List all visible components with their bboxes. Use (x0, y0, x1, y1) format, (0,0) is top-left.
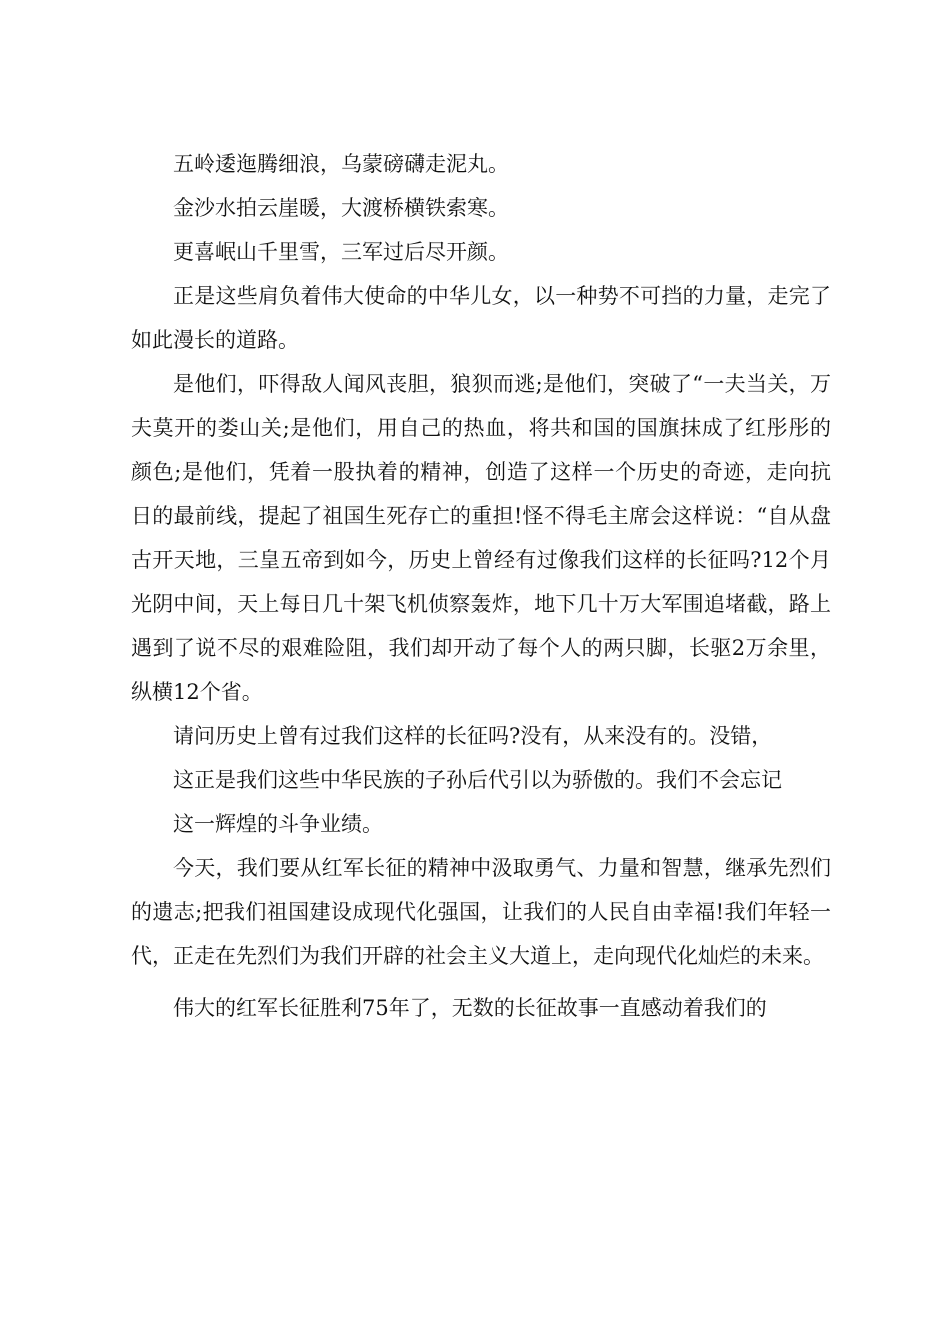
paragraph-achievement: 这一辉煌的斗争业绩。 (173, 812, 383, 836)
paragraph-pride: 这正是我们这些中华民族的子孙后代引以为骄傲的。我们不会忘记 (173, 768, 782, 792)
paragraph-today: 今天，我们要从红军长征的精神中汲取勇气、力量和智慧，继承先烈们的遗志;把我们祖国建设成现代化强国，让我们的人民自由幸福!我们年轻一代，正走在先烈们为我们开辟的社会主义大道上，走向现代化灿烂的未来。 (131, 856, 831, 968)
document-body (131, 142, 831, 1030)
poem-line-1: 五岭逶迤腾细浪，乌蒙磅礴走泥丸。 (173, 152, 509, 176)
paragraph-anniversary: 伟大的红军长征胜利75年了，无数的长征故事一直感动着我们的 (173, 996, 767, 1020)
paragraph-heroes: 正是这些肩负着伟大使命的中华儿女，以一种势不可挡的力量，走完了如此漫长的道路。 (131, 284, 831, 352)
paragraph-it-was-them: 是他们，吓得敌人闻风丧胆，狼狈而逃;是他们，突破了“一夫当关，万夫莫开的娄山关;是他们，用自己的热血，将共和国的国旗抹成了红彤彤的颜色;是他们，凭着一股执着的精神，创造了这样一个历史的奇迹，走向抗日的最前线，提起了祖国生死存亡的重担!怪不得毛主席会这样说：“自从盘古开天地，三皇五帝到如今，历史上曾经有过像我们这样的长征吗?12个月光阴中间，天上每日几十架飞机侦察轰炸，地下几十万大军围追堵截，路上遇到了说不尽的艰难险阻，我们却开动了每个人的两只脚，长驱2万余里，纵横12个省。 (131, 372, 831, 704)
poem-line-3: 更喜岷山千里雪，三军过后尽开颜。 (173, 240, 509, 264)
poem-line-2: 金沙水拍云崖暖，大渡桥横铁索寒。 (173, 196, 509, 220)
paragraph-question: 请问历史上曾有过我们这样的长征吗?没有，从来没有的。没错， (173, 724, 773, 748)
